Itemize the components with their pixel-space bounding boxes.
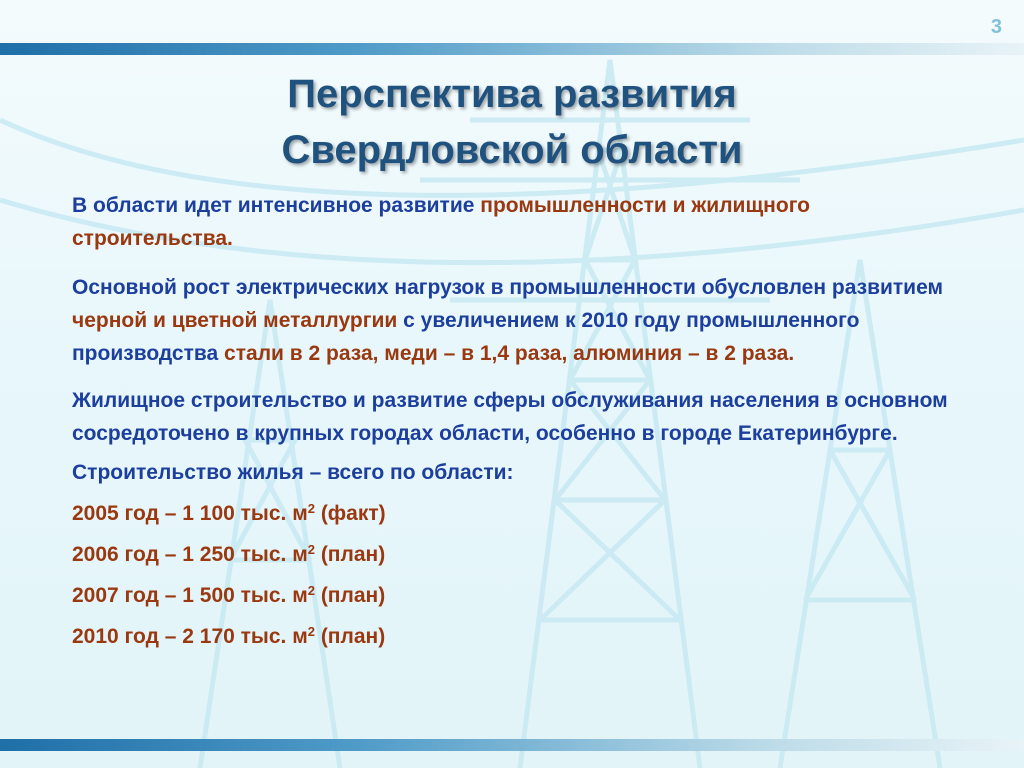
slide-number: 3 [990,16,1002,38]
housing-heading: Строительство жилья – всего по области: [72,461,514,484]
housing-item-unit-exponent: 2 [307,583,315,598]
housing-item-unit-exponent: 2 [307,501,315,516]
slide-title-line-2: Свердловской области [281,128,743,172]
paragraph-electric-load [72,271,972,370]
paragraph-2-text-a: Основной рост электрических нагрузок в промышленности обусловлен развитием [72,276,944,299]
housing-item-note: (план) [314,543,386,566]
paragraph-2-text-c: с увеличением к 2010 году промышленного производства [72,309,860,365]
paragraph-housing-services: Жилищное строительство и развитие сферы обслуживания населения в основном сосредоточено в крупных городах области, особенно в городе Екатеринбурге. [72,389,948,445]
housing-item-unit-exponent: 2 [307,624,315,639]
paragraph-2-accent-metallurgy: черной и цветной металлургии [72,309,398,332]
paragraph-1-accent: промышленности и жилищного строительства. [72,194,810,250]
housing-item-label: 2005 год – 1 100 тыс. м [72,502,308,525]
paragraph-industry-development [72,189,972,255]
housing-item-note: (план) [314,625,386,648]
housing-item-unit-exponent: 2 [307,542,315,557]
housing-item-2005 [72,497,972,530]
housing-item-2010 [72,620,972,653]
slide-body [72,189,972,653]
housing-item-note: (факт) [314,502,386,525]
bottom-accent-band [0,739,1024,751]
housing-item-2007 [72,579,972,612]
housing-item-note: (план) [314,584,386,607]
paragraph-2-accent-growth: стали в 2 раза, меди – в 1,4 раза, алюминия – в 2 раза. [224,342,795,365]
paragraph-1-text: В области идет интенсивное развитие [72,194,481,217]
housing-item-label: 2007 год – 1 500 тыс. м [72,584,308,607]
housing-item-label: 2010 год – 2 170 тыс. м [72,625,308,648]
slide-title [0,66,1024,178]
top-accent-band [0,43,1024,55]
slide-title-line-1: Перспектива развития [287,72,737,116]
housing-item-label: 2006 год – 1 250 тыс. м [72,543,308,566]
housing-item-2006 [72,538,972,571]
